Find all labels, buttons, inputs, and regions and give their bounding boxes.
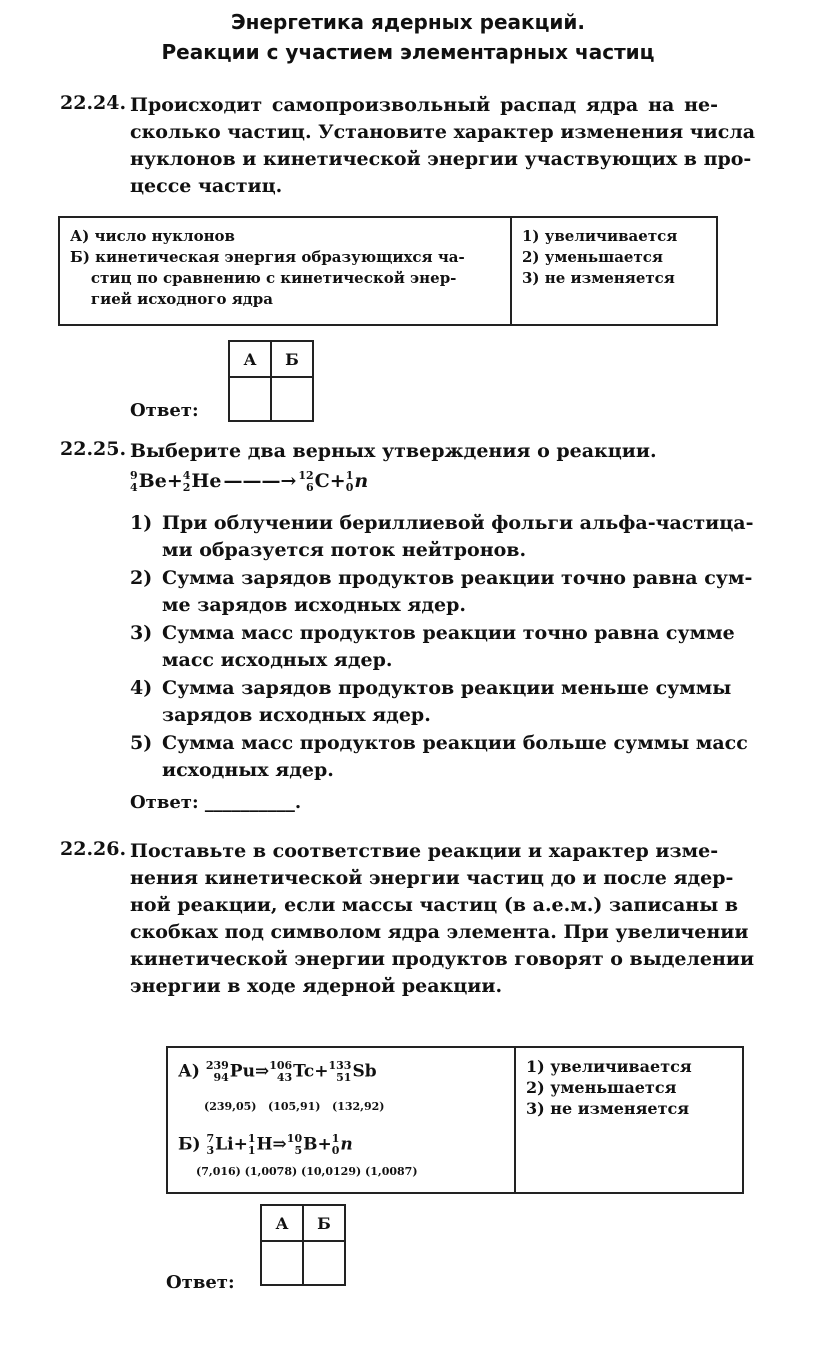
reaction-equation-2225 — [130, 470, 368, 494]
option-line: При облучении бериллиевой фольги альфа-частица- — [162, 512, 754, 534]
option-line: зарядов исходных ядер. — [162, 704, 431, 726]
option-line: исходных ядер. — [162, 759, 334, 781]
option-number: 2) — [130, 567, 153, 589]
option-line: ми образуется поток нейтронов. — [162, 539, 527, 561]
isotope-numbers: 1 0 — [331, 1132, 340, 1157]
text-line: сколько частиц. Установите характер изменения числа — [130, 121, 756, 143]
element-symbol: Li — [215, 1134, 234, 1155]
right-item: 1) увеличивается — [526, 1057, 692, 1076]
isotope-numbers: 1 0 — [345, 469, 354, 494]
isotope-numbers: 1 1 — [247, 1132, 256, 1157]
text-line: цессе частиц. — [130, 175, 283, 197]
grid-header-a: А — [229, 341, 271, 377]
isotope-numbers: 7 3 — [206, 1132, 215, 1157]
option-number: 1) — [130, 512, 153, 534]
right-item: 2) уменьшается — [526, 1078, 677, 1097]
text-line: кинетической энергии продуктов говорят о выделении — [130, 948, 755, 970]
option-number: 3) — [130, 622, 153, 644]
matching-right-column — [515, 1047, 743, 1193]
option-line: ме зарядов исходных ядер. — [162, 594, 467, 616]
plus-sign: + — [166, 470, 183, 492]
answer-grid-2226 — [260, 1204, 346, 1286]
isotope-numbers: 9 4 — [130, 469, 138, 494]
text-line: энергии в ходе ядерной реакции. — [130, 975, 503, 997]
element-symbol: He — [191, 470, 222, 492]
plus-sign: + — [329, 470, 346, 492]
grid-header-a: А — [261, 1205, 303, 1241]
text-line: Выберите два верных утверждения о реакции. — [130, 440, 657, 462]
answer-cell-a[interactable] — [261, 1241, 303, 1285]
isotope-numbers: 10 5 — [286, 1132, 303, 1157]
element-symbol: n — [340, 1134, 353, 1155]
page-title-line2: Реакции с участием элементарных частиц — [161, 40, 655, 64]
isotope-numbers: 4 2 — [182, 469, 191, 494]
answer-grid-2224 — [228, 340, 314, 422]
matching-right-column — [511, 217, 717, 325]
problem-number-2226: 22.26. — [60, 838, 127, 860]
answer-label-2226: Ответ: — [166, 1272, 235, 1293]
grid-header-b: Б — [303, 1205, 345, 1241]
left-item: Б) кинетическая энергия образующихся ча- — [70, 248, 465, 266]
plus-sign: + — [314, 1061, 329, 1082]
element-symbol: n — [354, 470, 369, 492]
option-number: 5) — [130, 732, 153, 754]
problem-number-2225: 22.25. — [60, 438, 127, 460]
element-symbol: Sb — [352, 1061, 377, 1082]
answer-line-2225: Ответ: __________. — [130, 792, 302, 813]
plus-sign: + — [233, 1134, 248, 1155]
reaction-arrow: ⇒ — [254, 1061, 270, 1082]
left-item: гией исходного ядра — [70, 290, 273, 308]
plus-sign: + — [317, 1134, 332, 1155]
element-symbol: B — [303, 1134, 318, 1155]
right-item: 3) не изменяется — [522, 269, 675, 287]
right-item: 1) увеличивается — [522, 227, 678, 245]
left-item: стиц по сравнению с кинетической энер- — [70, 269, 457, 287]
reaction-arrow: ———→ — [223, 470, 297, 492]
text-line: ной реакции, если массы частиц (в а.е.м.) записаны в — [130, 894, 739, 916]
option-number: 4) — [130, 677, 153, 699]
matching-left-column — [59, 217, 511, 325]
text-line: нения кинетической энергии частиц до и после ядер- — [130, 867, 734, 889]
option-line: масс исходных ядер. — [162, 649, 393, 671]
problem-text-2226 — [130, 838, 755, 1000]
text-line: Поставьте в соответствие реакции и характер изме- — [130, 840, 719, 862]
element-symbol: Tc — [293, 1061, 315, 1082]
reaction-arrow: ⇒ — [272, 1134, 287, 1155]
isotope-numbers: 106 43 — [269, 1059, 293, 1084]
matching-table-2226 — [166, 1046, 744, 1194]
masses-a: (239,05) (105,91) (132,92) — [204, 1100, 385, 1113]
problem-text-2225 — [130, 438, 718, 465]
answer-label-2224: Ответ: — [130, 400, 199, 421]
right-item: 3) не изменяется — [526, 1099, 690, 1118]
element-symbol: C — [314, 470, 330, 492]
text-line: нуклонов и кинетической энергии участвующих в про- — [130, 148, 752, 170]
element-symbol: Be — [138, 470, 167, 492]
option-line: Сумма зарядов продуктов реакции точно равна сум- — [162, 567, 753, 589]
page-title-line1: Энергетика ядерных реакций. — [230, 10, 586, 34]
reaction-a — [178, 1060, 504, 1084]
masses-b: (7,016) (1,0078) (10,0129) (1,0087) — [196, 1165, 418, 1178]
option-line: Сумма масс продуктов реакции больше суммы масс — [162, 732, 748, 754]
option-line: Сумма зарядов продуктов реакции меньше суммы — [162, 677, 732, 699]
grid-header-b: Б — [271, 341, 313, 377]
answer-cell-a[interactable] — [229, 377, 271, 421]
answer-cell-b[interactable] — [271, 377, 313, 421]
reaction-label: А) — [178, 1061, 200, 1082]
reactions-column — [167, 1047, 515, 1193]
matching-table-2224 — [58, 216, 718, 326]
text-line: Происходит самопроизвольный распад ядра на не- — [130, 94, 718, 116]
element-symbol: Pu — [229, 1061, 255, 1082]
isotope-numbers: 133 51 — [328, 1059, 352, 1084]
isotope-numbers: 239 94 — [205, 1059, 229, 1084]
isotope-numbers: 12 6 — [298, 469, 314, 494]
answer-cell-b[interactable] — [303, 1241, 345, 1285]
element-symbol: H — [256, 1134, 273, 1155]
option-line: Сумма масс продуктов реакции точно равна сумме — [162, 622, 735, 644]
text-line: скобках под символом ядра элемента. При увеличении — [130, 921, 749, 943]
problem-text-2224 — [130, 92, 756, 200]
problem-number-2224: 22.24. — [60, 92, 127, 114]
right-item: 2) уменьшается — [522, 248, 663, 266]
left-item: А) число нуклонов — [70, 227, 235, 245]
reaction-b — [178, 1133, 504, 1157]
reaction-label: Б) — [178, 1134, 201, 1155]
